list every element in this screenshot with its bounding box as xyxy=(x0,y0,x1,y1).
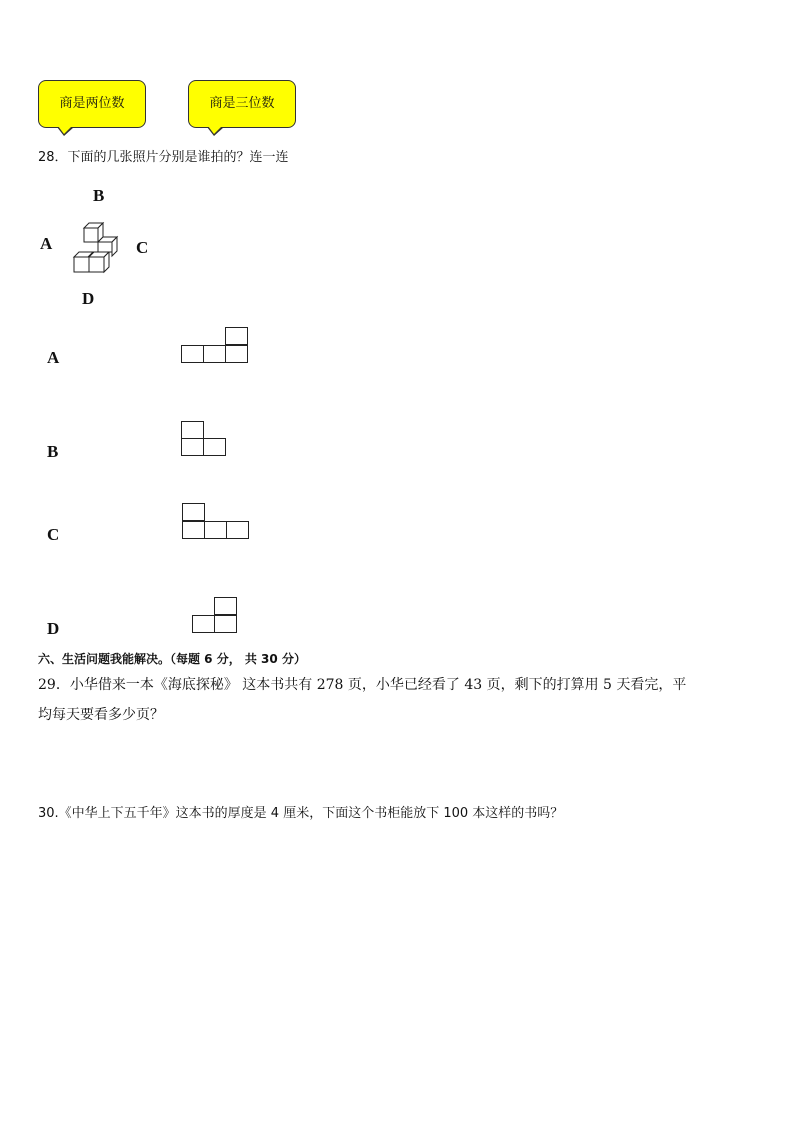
photo-label-a: A xyxy=(47,348,60,367)
photo-d-square xyxy=(214,615,237,633)
photo-a-square xyxy=(225,345,248,363)
view-label-b: B xyxy=(93,186,105,205)
photo-a-square xyxy=(225,327,248,345)
view-label-d: D xyxy=(82,289,95,308)
view-label-c: C xyxy=(136,238,149,257)
photo-a-square xyxy=(181,345,204,363)
photo-d-square xyxy=(214,597,237,615)
photo-b-square xyxy=(181,421,204,439)
photo-a-square xyxy=(203,345,226,363)
view-label-a: A xyxy=(40,234,53,253)
bubble-two-digit-label: 商是两位数 xyxy=(59,96,125,111)
photo-d-square xyxy=(192,615,215,633)
question-29-line2: 均每天要看多少页？ xyxy=(38,707,164,723)
photo-label-c: C xyxy=(47,525,60,544)
photo-label-b: B xyxy=(47,442,59,461)
bubble-two-digit xyxy=(38,80,146,128)
photo-c-square xyxy=(204,521,227,539)
photo-c-square xyxy=(226,521,249,539)
cube-stack-figure xyxy=(70,222,120,274)
question-29 xyxy=(38,670,758,730)
photo-b-square xyxy=(203,438,226,456)
photo-b-square xyxy=(181,438,204,456)
photo-c-square xyxy=(182,503,205,521)
photo-c-square xyxy=(182,521,205,539)
section-6-title: 六、生活问题我能解决。（每题 6 分， 共 30 分） xyxy=(38,652,306,666)
bubble-three-digit xyxy=(188,80,296,128)
question-30: 30.《中华上下五千年》这本书的厚度是 4 厘米，下面这个书柜能放下 100 本这样的书吗？ xyxy=(38,806,564,821)
photo-label-d: D xyxy=(47,619,60,638)
bubble-three-digit-label: 商是三位数 xyxy=(209,96,275,111)
question-29-line1: 29．小华借来一本《海底探秘》 这本书共有 278 页，小华已经看了 43 页，剩下的打算用 5 天看完，平 xyxy=(38,677,687,693)
question-28: 28．下面的几张照片分别是谁拍的？连一连 xyxy=(38,150,289,165)
